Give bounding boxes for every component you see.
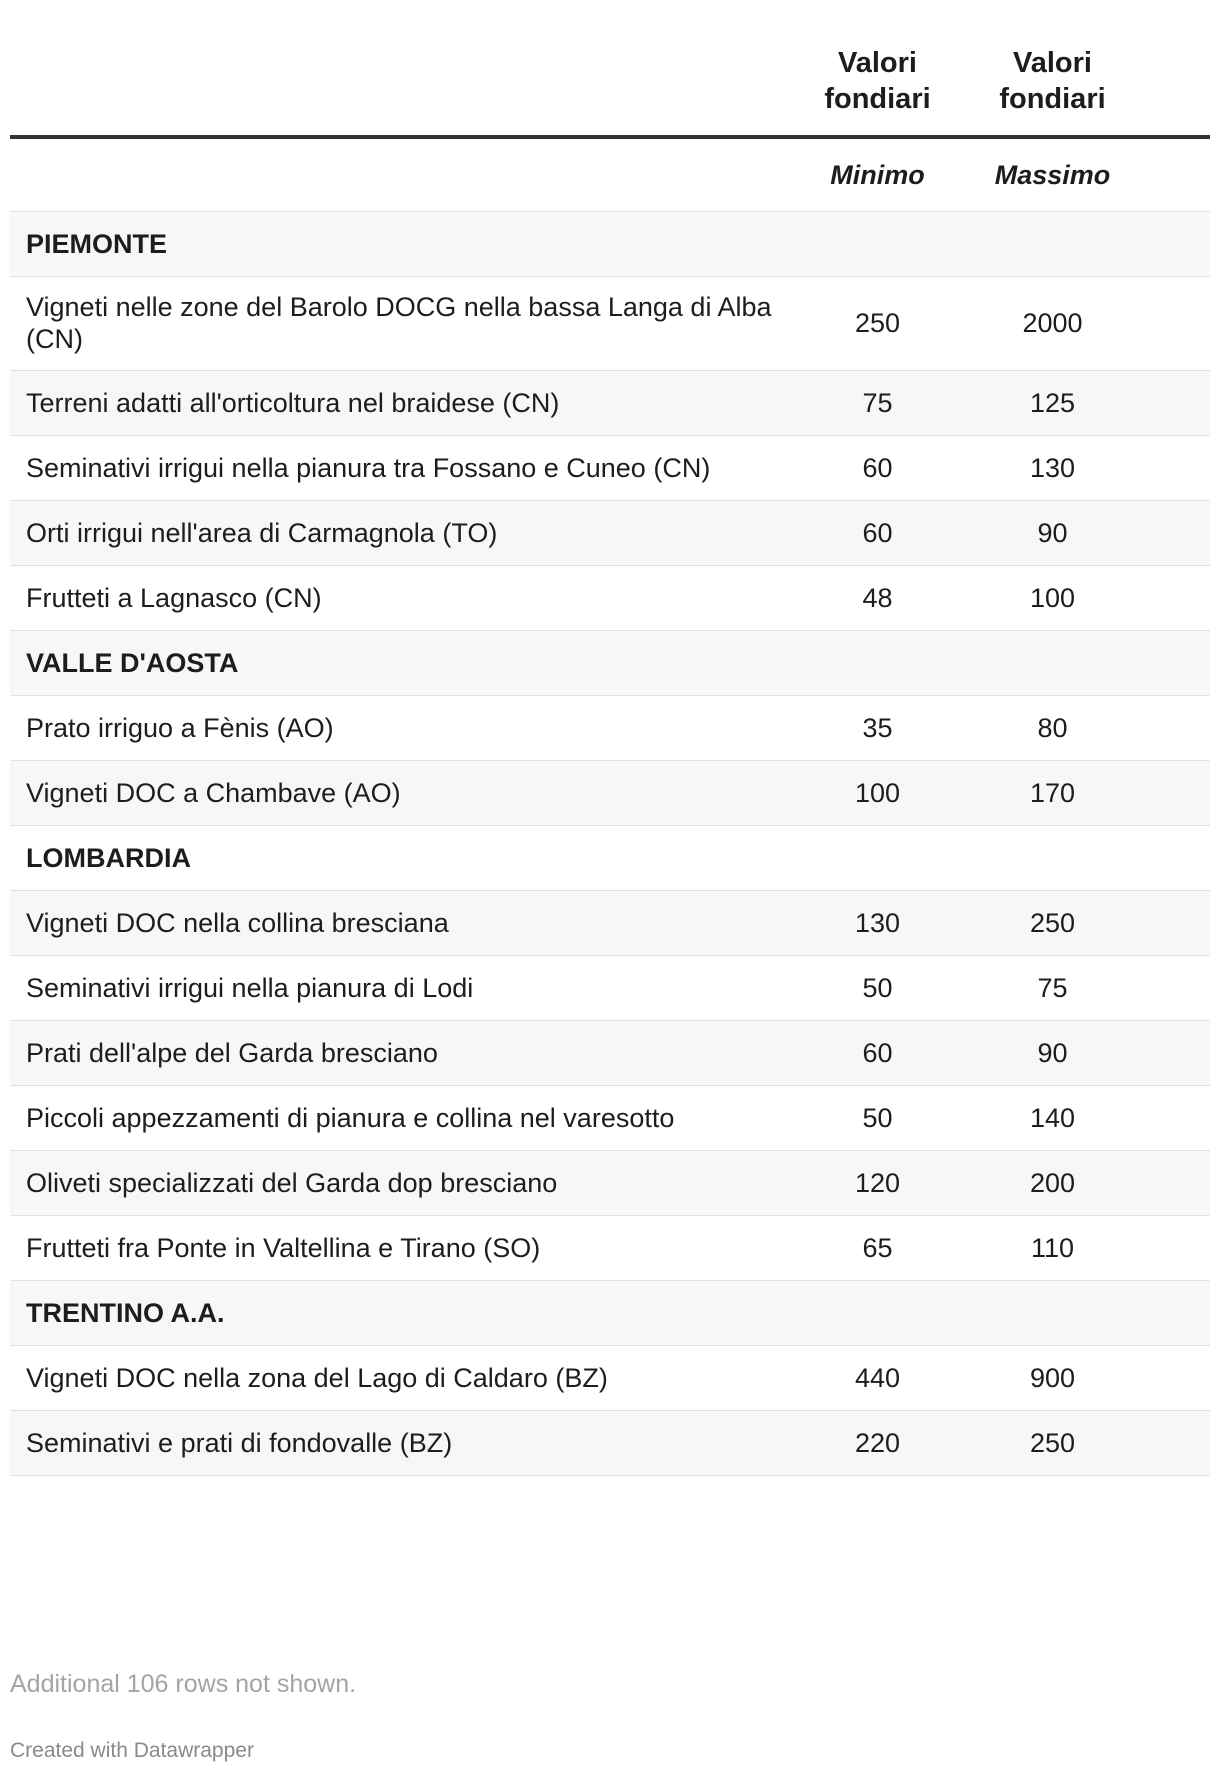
- header-pad: [1140, 0, 1210, 137]
- row-pad: [1140, 630, 1210, 695]
- min-value: 440: [790, 1345, 965, 1410]
- min-value: 50: [790, 1085, 965, 1150]
- row-label: Seminativi e prati di fondovalle (BZ): [10, 1410, 790, 1475]
- row-label: Oliveti specializzati del Garda dop bresciano: [10, 1150, 790, 1215]
- group-label: TRENTINO A.A.: [10, 1280, 790, 1345]
- max-value: 2000: [965, 276, 1140, 370]
- row-pad: [1140, 695, 1210, 760]
- datawrapper-credit[interactable]: Created with Datawrapper: [10, 1739, 254, 1762]
- row-pad: [1140, 1280, 1210, 1345]
- group-row: [10, 630, 1210, 695]
- row-pad: [1140, 211, 1210, 276]
- max-value: 200: [965, 1150, 1140, 1215]
- row-label: Vigneti DOC nella zona del Lago di Caldaro (BZ): [10, 1345, 790, 1410]
- header-min-column[interactable]: Valori fondiari: [790, 0, 965, 137]
- row-pad: [1140, 500, 1210, 565]
- group-row: [10, 211, 1210, 276]
- table-row: [10, 370, 1210, 435]
- row-label: Prato irriguo a Fènis (AO): [10, 695, 790, 760]
- subheader-label: [10, 137, 790, 211]
- header-max-column[interactable]: Valori fondiari: [965, 0, 1140, 137]
- max-value: 250: [965, 1410, 1140, 1475]
- row-pad: [1140, 565, 1210, 630]
- table-row: [10, 276, 1210, 370]
- table-row: [10, 760, 1210, 825]
- table-row: [10, 695, 1210, 760]
- min-value: [790, 1280, 965, 1345]
- max-value: 75: [965, 955, 1140, 1020]
- min-value: [790, 825, 965, 890]
- table-row: [10, 500, 1210, 565]
- data-table-container: [10, 0, 1210, 1476]
- max-value: 90: [965, 500, 1140, 565]
- min-value: [790, 630, 965, 695]
- row-label: Frutteti a Lagnasco (CN): [10, 565, 790, 630]
- group-label: VALLE D'AOSTA: [10, 630, 790, 695]
- group-label: PIEMONTE: [10, 211, 790, 276]
- max-value: 125: [965, 370, 1140, 435]
- group-row: [10, 1280, 1210, 1345]
- group-label: LOMBARDIA: [10, 825, 790, 890]
- max-value: 140: [965, 1085, 1140, 1150]
- min-value: 60: [790, 1020, 965, 1085]
- row-label: Terreni adatti all'orticoltura nel braidese (CN): [10, 370, 790, 435]
- row-pad: [1140, 890, 1210, 955]
- row-label: Orti irrigui nell'area di Carmagnola (TO): [10, 500, 790, 565]
- subheader-pad: [1140, 137, 1210, 211]
- max-value: 130: [965, 435, 1140, 500]
- row-pad: [1140, 760, 1210, 825]
- table-row: [10, 955, 1210, 1020]
- max-value: 100: [965, 565, 1140, 630]
- row-pad: [1140, 1215, 1210, 1280]
- row-label: Frutteti fra Ponte in Valtellina e Tirano (SO): [10, 1215, 790, 1280]
- group-row: [10, 825, 1210, 890]
- row-pad: [1140, 1410, 1210, 1475]
- min-value: [790, 211, 965, 276]
- max-value: [965, 630, 1140, 695]
- subheader-max: Massimo: [965, 137, 1140, 211]
- subheader-row: [10, 137, 1210, 211]
- table-row: [10, 1020, 1210, 1085]
- table-row: [10, 1215, 1210, 1280]
- min-value: 50: [790, 955, 965, 1020]
- table-row: [10, 565, 1210, 630]
- min-value: 48: [790, 565, 965, 630]
- table-row: [10, 890, 1210, 955]
- row-label: Vigneti DOC nella collina bresciana: [10, 890, 790, 955]
- max-value: 110: [965, 1215, 1140, 1280]
- max-value: 900: [965, 1345, 1140, 1410]
- min-value: 60: [790, 435, 965, 500]
- min-value: 65: [790, 1215, 965, 1280]
- max-value: 90: [965, 1020, 1140, 1085]
- row-pad: [1140, 276, 1210, 370]
- row-label: Seminativi irrigui nella pianura tra Fossano e Cuneo (CN): [10, 435, 790, 500]
- land-values-table: [10, 0, 1210, 1476]
- row-pad: [1140, 1345, 1210, 1410]
- row-label: Prati dell'alpe del Garda bresciano: [10, 1020, 790, 1085]
- row-label: Vigneti DOC a Chambave (AO): [10, 760, 790, 825]
- row-pad: [1140, 1150, 1210, 1215]
- row-pad: [1140, 1085, 1210, 1150]
- max-value: [965, 825, 1140, 890]
- row-pad: [1140, 825, 1210, 890]
- row-label: Vigneti nelle zone del Barolo DOCG nella bassa Langa di Alba (CN): [10, 276, 790, 370]
- min-value: 60: [790, 500, 965, 565]
- max-value: 250: [965, 890, 1140, 955]
- subheader-min: Minimo: [790, 137, 965, 211]
- row-pad: [1140, 955, 1210, 1020]
- header-row: [10, 0, 1210, 137]
- row-pad: [1140, 1020, 1210, 1085]
- table-row: [10, 435, 1210, 500]
- row-label: Seminativi irrigui nella pianura di Lodi: [10, 955, 790, 1020]
- row-label: Piccoli appezzamenti di pianura e collina nel varesotto: [10, 1085, 790, 1150]
- table-row: [10, 1085, 1210, 1150]
- max-value: [965, 211, 1140, 276]
- min-value: 75: [790, 370, 965, 435]
- min-value: 100: [790, 760, 965, 825]
- table-row: [10, 1410, 1210, 1475]
- max-value: [965, 1280, 1140, 1345]
- min-value: 220: [790, 1410, 965, 1475]
- header-label-column: [10, 0, 790, 137]
- row-pad: [1140, 370, 1210, 435]
- row-pad: [1140, 435, 1210, 500]
- min-value: 35: [790, 695, 965, 760]
- min-value: 130: [790, 890, 965, 955]
- min-value: 120: [790, 1150, 965, 1215]
- max-value: 170: [965, 760, 1140, 825]
- min-value: 250: [790, 276, 965, 370]
- rows-hidden-note: Additional 106 rows not shown.: [10, 1670, 357, 1698]
- table-row: [10, 1150, 1210, 1215]
- table-row: [10, 1345, 1210, 1410]
- max-value: 80: [965, 695, 1140, 760]
